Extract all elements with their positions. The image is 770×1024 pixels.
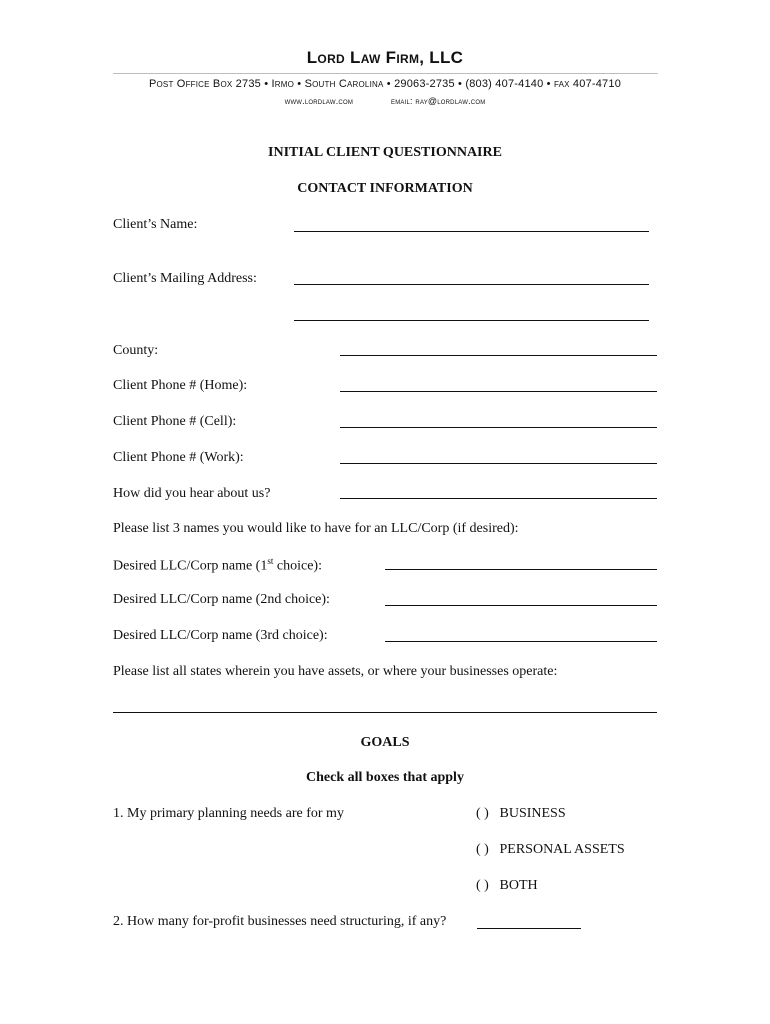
option-both[interactable] — [476, 878, 538, 894]
goals-subheading: Check all boxes that apply — [306, 770, 464, 785]
phone-cell-field[interactable] — [340, 427, 657, 428]
llc-choice-3-label: Desired LLC/Corp name (3rd choice): — [113, 628, 328, 643]
option-both-checkbox[interactable]: ( ) — [476, 878, 489, 893]
question-1-label: 1. My primary planning needs are for my — [113, 806, 344, 821]
llc-choice-1-label — [113, 556, 322, 575]
llc-choice-2-field[interactable] — [385, 605, 657, 606]
header-divider — [113, 73, 658, 74]
states-prompt: Please list all states wherein you have assets, or where your businesses operate: — [113, 664, 558, 679]
form-title: INITIAL CLIENT QUESTIONNAIRE — [268, 145, 502, 160]
llc-choice-2-label: Desired LLC/Corp name (2nd choice): — [113, 592, 330, 607]
llc-choice-1-ordinal: st — [267, 556, 274, 566]
llc-choice-1-suffix: choice): — [273, 558, 322, 574]
goals-heading: GOALS — [360, 735, 410, 750]
question-2-label: 2. How many for-profit businesses need structuring, if any? — [113, 914, 447, 929]
llc-choice-1-prefix: Desired LLC/Corp name (1 — [113, 558, 268, 574]
llc-choice-1-field[interactable] — [385, 569, 657, 570]
firm-email: email: ray@lordlaw.com — [391, 96, 486, 106]
clients-name-field[interactable] — [294, 231, 649, 232]
mailing-address-field-1[interactable] — [294, 284, 649, 285]
option-personal-assets-checkbox[interactable]: ( ) — [476, 842, 489, 857]
option-business[interactable] — [476, 806, 566, 822]
phone-work-label: Client Phone # (Work): — [113, 450, 244, 465]
states-field[interactable] — [113, 712, 657, 713]
option-business-checkbox[interactable]: ( ) — [476, 806, 489, 821]
option-personal-assets-label: PERSONAL ASSETS — [499, 842, 625, 857]
referral-source-label: How did you hear about us? — [113, 486, 271, 501]
mailing-address-field-2[interactable] — [294, 320, 649, 321]
option-both-label: BOTH — [499, 878, 538, 893]
option-business-label: BUSINESS — [499, 806, 566, 821]
phone-cell-label: Client Phone # (Cell): — [113, 414, 237, 429]
llc-choice-3-field[interactable] — [385, 641, 657, 642]
mailing-address-label: Client’s Mailing Address: — [113, 271, 257, 286]
clients-name-label: Client’s Name: — [113, 217, 198, 232]
county-label: County: — [113, 343, 159, 358]
firm-website: www.lordlaw.com — [284, 96, 354, 106]
option-personal-assets[interactable] — [476, 842, 625, 858]
question-2-field[interactable] — [477, 928, 581, 929]
phone-home-field[interactable] — [340, 391, 657, 392]
county-field[interactable] — [340, 355, 657, 356]
llc-names-prompt: Please list 3 names you would like to have for an LLC/Corp (if desired): — [113, 521, 519, 536]
firm-address: Post Office Box 2735 • Irmo • South Carolina • 29063-2735 • (803) 407-4140 • fax 407-4710 — [148, 78, 622, 90]
referral-source-field[interactable] — [340, 498, 657, 499]
firm-contact-line — [0, 96, 770, 106]
phone-work-field[interactable] — [340, 463, 657, 464]
firm-name: Lord Law Firm, LLC — [306, 48, 464, 67]
phone-home-label: Client Phone # (Home): — [113, 378, 248, 393]
contact-section-heading: CONTACT INFORMATION — [297, 181, 473, 196]
